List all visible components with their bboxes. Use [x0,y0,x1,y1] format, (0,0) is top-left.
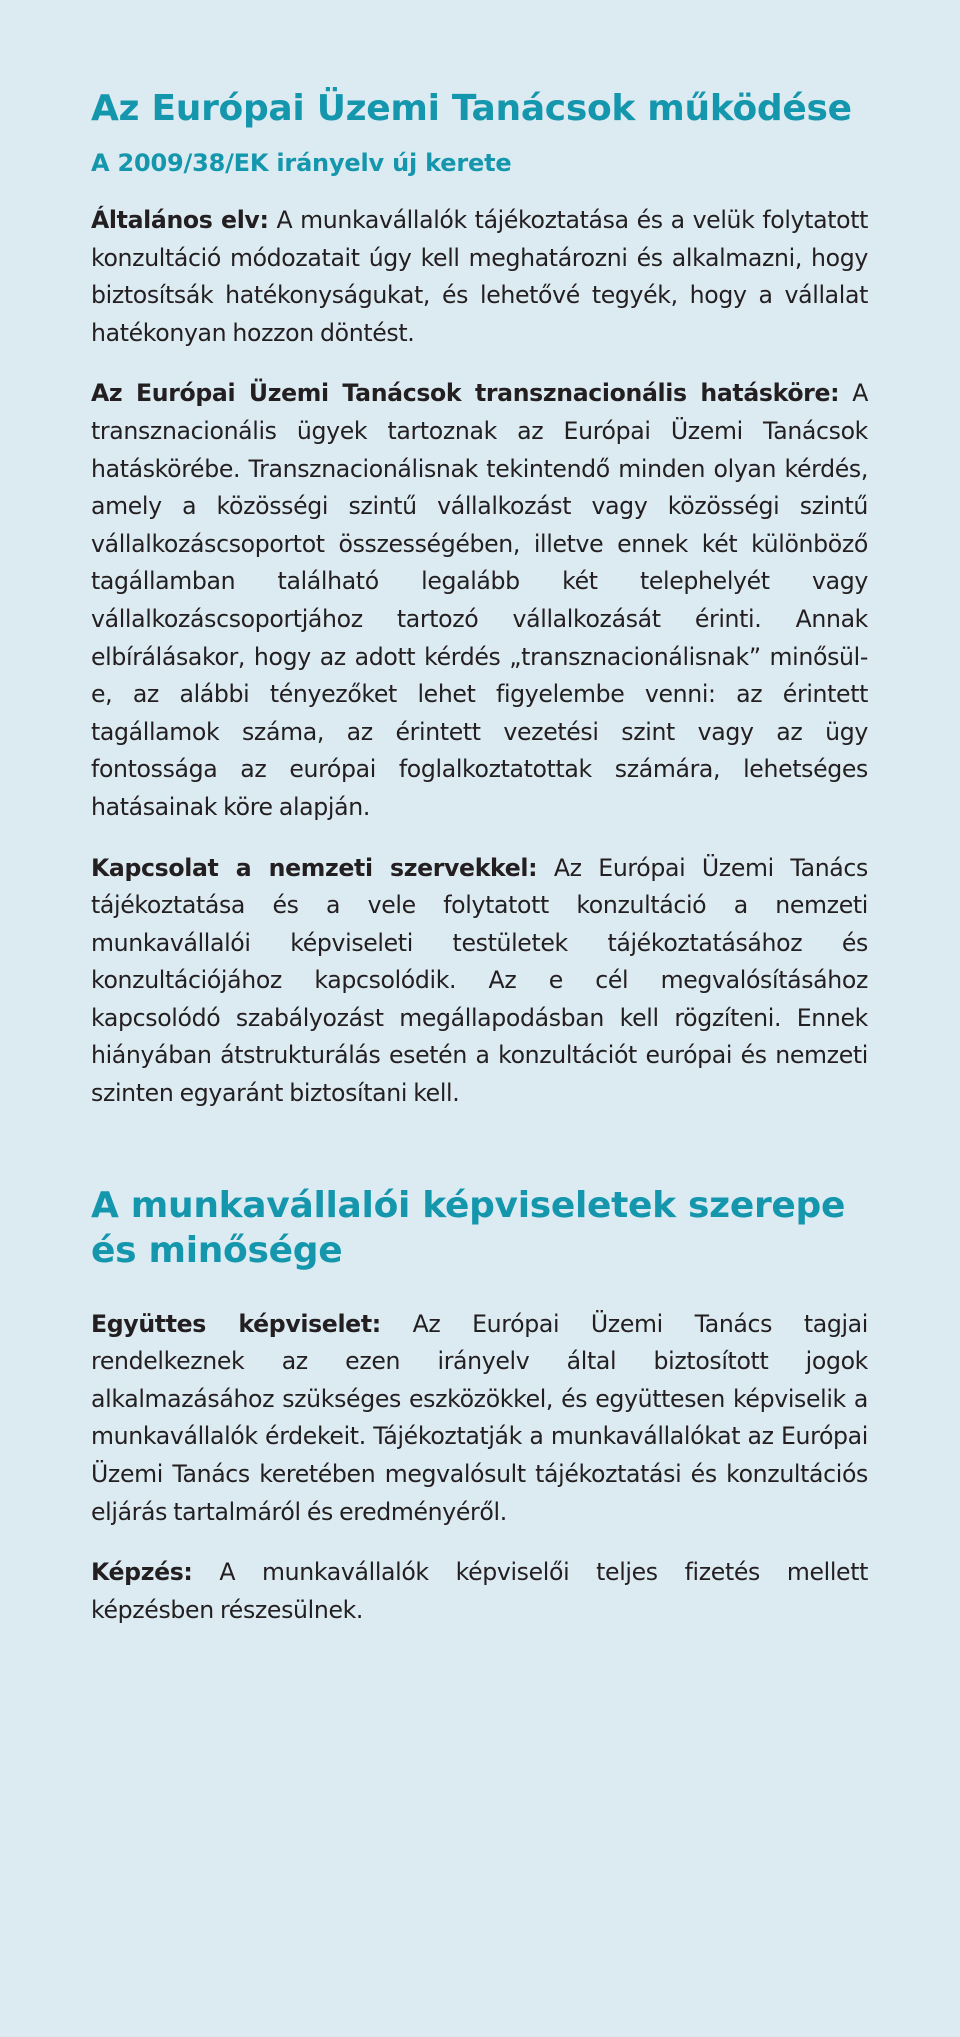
section-subtitle: A 2009/38/EK irányelv új kerete [91,149,512,177]
paragraph-lead: Kapcsolat a nemzeti szervekkel: [91,853,538,882]
section-title: Az Európai Üzemi Tanácsok működése [91,88,852,129]
section-works-councils [91,86,868,1113]
paragraph-text: A munkavállalók tájékoztatása és a velük folytatott konzultáció módozatait úgy kell meghatározni és alkalmazni, hogy biztosítsák hatékonyságukat, és lehetővé tegyék, hogy a vállalat hatékonyan hozzon döntést. [91,206,869,347]
section-title-line: A munkavállalói képviseletek szerepe [91,1184,846,1226]
paragraph-general-principle [91,202,868,352]
paragraph-training [91,1554,868,1629]
paragraph-text: Az Európai Üzemi Tanács tagjai rendelkeznek az ezen irányelv által biztosított jogok alkalmazásához szükséges eszközökkel, és együttesen képviselik a munkavállalók érdekeit. Tájékoztatják a munkavállalókat az Európai Üzemi Tanács keretében megvalósult tájékoztatási és konzultációs eljárás tartalmáról és eredményéről. [91,1309,868,1526]
paragraph-joint-representation [91,1306,868,1532]
paragraph-lead: Az Európai Üzemi Tanácsok transznacionális hatásköre: [91,379,840,408]
paragraph-national-bodies [91,850,868,1113]
paragraph-text: Az Európai Üzemi Tanács tájékoztatása és a vele folytatott konzultáció a nemzeti munkavállalói képviseleti testületek tájékoztatásához és konzultációjához kapcsolódik. Az e cél megvalósításához kapcsolódó szabályozást megállapodásban kell rögzíteni. Ennek hiányában átstrukturálás esetén a konzultációt európai és nemzeti szinten egyaránt biztosítani kell. [91,853,868,1108]
section-employee-representation [91,1183,868,1630]
section-title-line: és minősége [91,1229,343,1271]
paragraph-lead: Együttes képviselet: [91,1309,381,1338]
section-title [91,1183,868,1273]
paragraph-lead: Általános elv: [91,206,269,234]
paragraph-text: A munkavállalók képviselői teljes fizetés mellett képzésben részesülnek. [91,1558,868,1624]
paragraph-transnational-competence [91,375,868,826]
paragraph-text: A transznacionális ügyek tartoznak az Európai Üzemi Tanácsok hatáskörébe. Transznacionálisnak tekintendő minden olyan kérdés, amely a közösségi szintű vállalkozást vagy közösségi szintű vállalkozáscsoportot összességében, illetve ennek két különböző tagállamban található legalább két telephelyét vagy vállalkozáscsoportjához tartozó vállalkozását érinti. Annak elbírálásakor, hogy az adott kérdés „transznacionálisnak” minősül-e, az alábbi tényezőket lehet figyelembe venni: az érintett tagállamok száma, az érintett vezetési szint vagy az ügy fontossága az európai foglalkoztatottak számára, lehetséges hatásainak köre alapján. [91,379,868,821]
paragraph-lead: Képzés: [91,1558,193,1587]
